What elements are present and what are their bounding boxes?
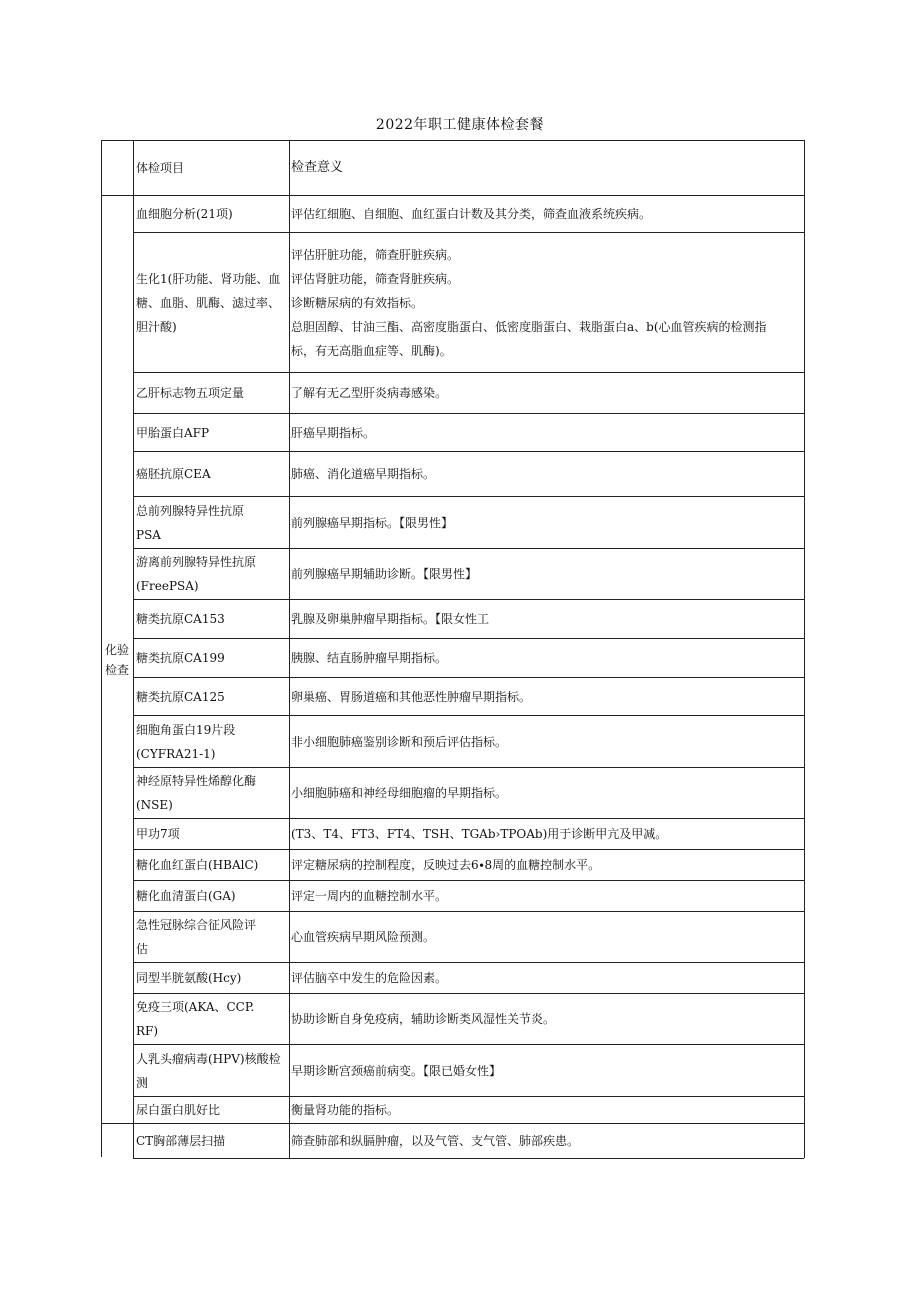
header-item-label: 体检项目 [136,161,185,175]
row-meaning-text: 评估红细胞、自细胞、血红蛋白计数及其分类，筛查血液系统疾病。 [291,207,652,221]
row-meaning-text: 心血管疾病早期风险预测。 [291,930,436,944]
row-item-text: 糖类抗原CA199 [136,651,225,665]
row-item-text: 糖化血清蛋白(GA) [136,889,236,903]
row-meaning-cell [291,912,801,962]
row-meaning-cell [291,768,801,818]
row-meaning-cell [291,373,801,413]
row-item-text: 人乳头瘤病毒(HPV)核酸检 测 [136,1051,281,1090]
row-item-cell [136,639,286,677]
row-border [133,1158,804,1159]
row-meaning-text: (T3、T4、FT3、FT4、TSH、TGAb›TPOAb)用于诊断甲亢及甲减。 [291,827,668,841]
row-item-text: 糖化血红蛋白(HBAlC) [136,858,259,872]
row-meaning-cell [291,497,801,548]
row-item-text: 生化1(肝功能、肾功能、血 糖、血脂、肌酶、滤过率、 胆汁酸) [136,271,281,334]
row-meaning-cell [291,452,801,496]
row-meaning-text: 评估脑卒中发生的危险因素。 [291,971,448,985]
row-item-text: 游离前列腺特异性抗原 (FreePSA) [136,555,257,593]
row-meaning-text: 前列腺癌早期指标。【限男性】 [291,515,454,530]
row-item-cell [136,452,286,496]
row-item-text: 细胞角蛋白19片段 (CYFRA21-1) [136,722,236,761]
row-item-cell [136,994,286,1044]
row-meaning-cell [291,1097,801,1123]
table-right-border [804,140,805,1158]
row-meaning-text: 筛查肺部和纵膈肿瘤，以及气管、支气管、肺部疾患。 [291,1134,580,1148]
row-item-text: 总前列腺特异性抗原 PSA [136,503,245,542]
row-meaning-cell [291,549,801,599]
category-lab [102,640,132,680]
column-divider-1 [133,140,134,1158]
row-meaning-cell [291,881,801,911]
row-item-cell [136,1097,286,1123]
row-item-text: 尿白蛋白肌好比 [136,1103,221,1117]
row-item-cell [136,414,286,451]
column-divider-2 [289,140,290,1158]
row-item-cell [136,963,286,993]
row-item-text: 乙肝标志物五项定量 [136,386,245,400]
row-item-text: 神经原特异性烯醇化酶 (NSE) [136,774,257,812]
row-meaning-cell [291,1124,801,1158]
header-meaning-label: 检查意义 [291,160,344,175]
row-item-cell [136,678,286,715]
row-item-text: 糖类抗原CA125 [136,689,225,704]
row-item-cell [136,716,286,767]
row-meaning-text: 乳腺及卵巢肿瘤早期指标。【限女性工 [291,612,490,626]
row-meaning-cell [291,196,801,232]
row-meaning-text: 协助诊断自身免疫病，辅助诊断类风湿性关节炎。 [291,1012,556,1026]
row-item-cell [136,881,286,911]
row-meaning-text: 了解有无乙型肝炎病毒感染。 [291,386,448,400]
row-meaning-text: 非小细胞肺癌鉴别诊断和预后评估指标。 [291,734,508,749]
row-item-text: 免疫三项(AKA、CCP. RF) [136,1000,255,1038]
category-divider [101,1123,133,1124]
row-item-text: 癌胚抗原CEA [136,467,211,481]
row-item-cell [136,196,286,232]
row-item-cell [136,600,286,638]
row-item-text: 甲胎蛋白AFP [136,425,210,440]
row-meaning-text: 评估肝脏功能，筛查肝脏疾病。 评估肾脏功能，筛查肾脏疾病。 诊断糖尿病的有效指标。 总胆固醇、甘油三酯、高密度脂蛋白、低密度脂蛋白、栽脂蛋白a、b(心血管疾病的检测指 标，有无高脂血症等、肌酶)。 [291,247,767,358]
row-meaning-text: 衡量肾功能的指标。 [291,1103,400,1117]
row-meaning-text: 肝癌早期指标。 [291,425,376,440]
row-meaning-cell [291,716,801,767]
row-meaning-text: 评定一周内的血糖控制水平。 [291,889,448,903]
row-meaning-cell [291,850,801,880]
row-item-text: 同型半胱氨酸(Hcy) [136,971,242,985]
row-meaning-cell [291,1045,801,1096]
row-meaning-cell [291,678,801,715]
row-meaning-text: 早期诊断宫颈癌前病变。【限已婚女性】 [291,1063,502,1078]
row-item-text: 甲功7项 [136,827,180,841]
row-meaning-text: 肺癌、消化道癌早期指标。 [291,467,436,481]
row-item-text: CT胸部薄层扫描 [136,1134,226,1148]
row-item-cell [136,373,286,413]
row-item-text: 急性冠脉综合征风险评 估 [136,918,257,956]
row-item-cell [136,768,286,818]
row-item-cell [136,1124,286,1158]
row-item-cell [136,850,286,880]
page-title: 2022年职工健康体检套餐 [375,117,545,133]
row-item-cell [136,233,286,372]
row-item-cell [136,549,286,599]
row-meaning-cell [291,233,801,372]
row-meaning-cell [291,639,801,677]
row-meaning-cell [291,963,801,993]
row-meaning-cell [291,994,801,1044]
header-meaning [291,141,801,195]
row-meaning-text: 卵巢癌、胃肠道癌和其他恶性肿瘤早期指标。 [291,689,532,704]
row-meaning-text: 胰腺、结直肠肿瘤早期指标。 [291,651,448,665]
row-item-cell [136,497,286,548]
row-meaning-text: 评定糖尿病的控制程度，反映过去6∙8周的血糖控制水平。 [291,858,601,872]
header-item [136,141,286,195]
row-meaning-cell [291,600,801,638]
row-item-text: 糖类抗原CA153 [136,612,225,626]
row-meaning-cell [291,819,801,849]
row-item-cell [136,819,286,849]
row-meaning-cell [291,414,801,451]
row-item-cell [136,1045,286,1096]
row-meaning-text: 小细胞肺癌和神经母细胞瘤的早期指标。 [291,786,508,800]
row-meaning-text: 前列腺癌早期辅助诊断。【限男性】 [291,567,478,581]
row-item-text: 血细胞分析(21项) [136,207,233,221]
row-item-cell [136,912,286,962]
category-lab-label: 化验 检查 [104,643,129,677]
